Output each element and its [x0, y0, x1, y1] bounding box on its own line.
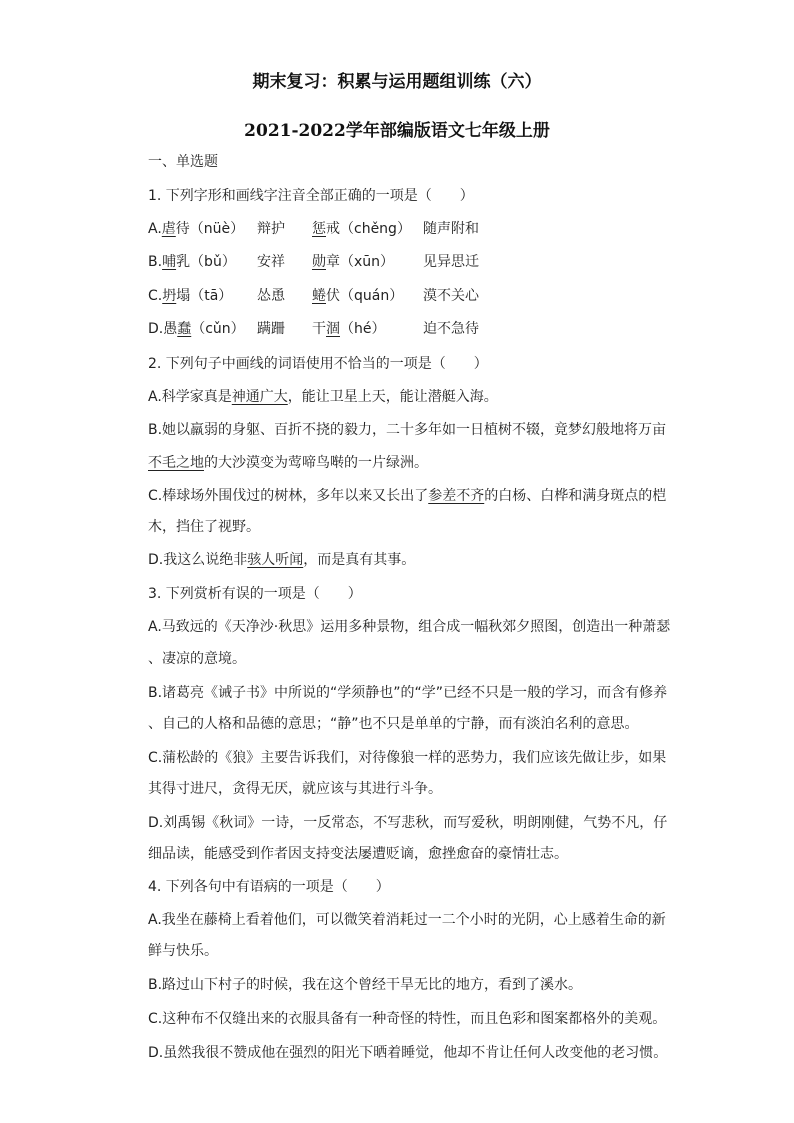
- document-subtitle: 2021-2022学年部编版语文七年级上册: [244, 121, 550, 141]
- q4-option-c: C.这种布不仅缝出来的衣服具备有一种奇怪的特性，而且色彩和图案都格外的美观。: [148, 1011, 667, 1027]
- q1-d-col4: 迫不急待: [423, 321, 479, 337]
- q2-stem: 2. 下列句子中画线的词语使用不恰当的一项是（ ）: [148, 356, 488, 372]
- q1-b-col4: 见异思迁: [423, 254, 479, 270]
- q1-a-col2: 辩护: [257, 221, 285, 237]
- q1-b-col1: B.哺乳（bǔ）: [148, 254, 236, 270]
- q4-option-d: D.虽然我很不赞成他在强烈的阳光下晒着睡觉，他却不肯让任何人改变他的老习惯。: [148, 1045, 668, 1061]
- q3-option-a-line1: A.马致远的《天净沙·秋思》运用多种景物，组合成一幅秋郊夕照图，创造出一种萧瑟: [148, 619, 671, 635]
- q2-option-a: A.科学家真是神通广大，能让卫星上天，能让潜艇入海。: [148, 389, 498, 405]
- q2-option-c-line2: 木，挡住了视野。: [148, 519, 260, 535]
- q1-c-col2: 怂恿: [257, 288, 285, 304]
- q2-option-b-line2: 不毛之地的大沙漠变为莺啼鸟啭的一片绿洲。: [148, 455, 428, 471]
- q3-option-d-line1: D.刘禹锡《秋词》一诗，一反常态，不写悲秋，而写爱秋，明朗刚健，气势不凡，仔: [148, 815, 668, 831]
- q1-c-col1: C.坍塌（tā）: [148, 288, 233, 304]
- q1-option-d: [148, 320, 548, 338]
- q1-c-col3: 蜷伏（quán）: [312, 288, 404, 304]
- q3-option-b-line2: 、自己的人格和品德的意思；“静”也不只是单单的宁静，而有淡泊名利的意思。: [148, 716, 639, 732]
- q1-stem: 1. 下列字形和画线字注音全部正确的一项是（ ）: [148, 188, 474, 204]
- q4-stem: 4. 下列各句中有语病的一项是（ ）: [148, 879, 390, 895]
- section-heading: 一、单选题: [148, 154, 218, 170]
- q2-option-b-line1: B.她以羸弱的身躯、百折不挠的毅力，二十多年如一日植树不辍，竟梦幻般地将万亩: [148, 422, 667, 438]
- q3-option-c-line2: 其得寸进尺，贪得无厌，就应该与其进行斗争。: [148, 781, 442, 797]
- q1-c-col4: 漠不关心: [423, 288, 479, 304]
- q1-b-col3: 勋章（xūn）: [312, 254, 395, 270]
- q1-d-col2: 蹒跚: [257, 321, 285, 337]
- q3-option-a-line2: 、凄凉的意境。: [148, 651, 246, 667]
- q1-option-b: [148, 253, 548, 271]
- q4-option-b: B.路过山下村子的时候，我在这个曾经干旱无比的地方，看到了溪水。: [148, 977, 583, 993]
- q4-option-a-line1: A.我坐在藤椅上看着他们，可以微笑着消耗过一二个小时的光阴，心上感着生命的新: [148, 912, 666, 928]
- q1-d-col3: 干涸（hé）: [312, 321, 386, 337]
- q3-option-b-line1: B.诸葛亮《诫子书》中所说的“学须静也”的“学”已经不只是一般的学习，而含有修养: [148, 685, 668, 701]
- q2-option-d: D.我这么说绝非骇人听闻，而是真有其事。: [148, 552, 416, 568]
- q1-option-a: [148, 220, 548, 238]
- q3-option-d-line2: 细品读，能感受到作者因支持变法屡遭贬谪，愈挫愈奋的豪情壮志。: [148, 846, 568, 862]
- q1-b-col2: 安祥: [257, 254, 285, 270]
- q3-option-c-line1: C.蒲松龄的《狼》主要告诉我们，对待像狼一样的恶势力，我们应该先做让步，如果: [148, 750, 667, 766]
- q1-option-c: [148, 287, 548, 305]
- q4-option-a-line2: 鲜与快乐。: [148, 943, 218, 959]
- q1-a-col1: A.虐待（nüè）: [148, 221, 245, 237]
- q1-a-col3: 惩戒（chěng）: [312, 221, 411, 237]
- q1-d-col1: D.愚蠢（cǔn）: [148, 321, 245, 337]
- q3-stem: 3. 下列赏析有误的一项是（ ）: [148, 586, 362, 602]
- q2-option-c-line1: C.棒球场外围伐过的树林，多年以来又长出了参差不齐的白杨、白桦和满身斑点的桤: [148, 488, 667, 504]
- q1-a-col4: 随声附和: [423, 221, 479, 237]
- document-title: 期末复习：积累与运用题组训练（六）: [252, 72, 542, 92]
